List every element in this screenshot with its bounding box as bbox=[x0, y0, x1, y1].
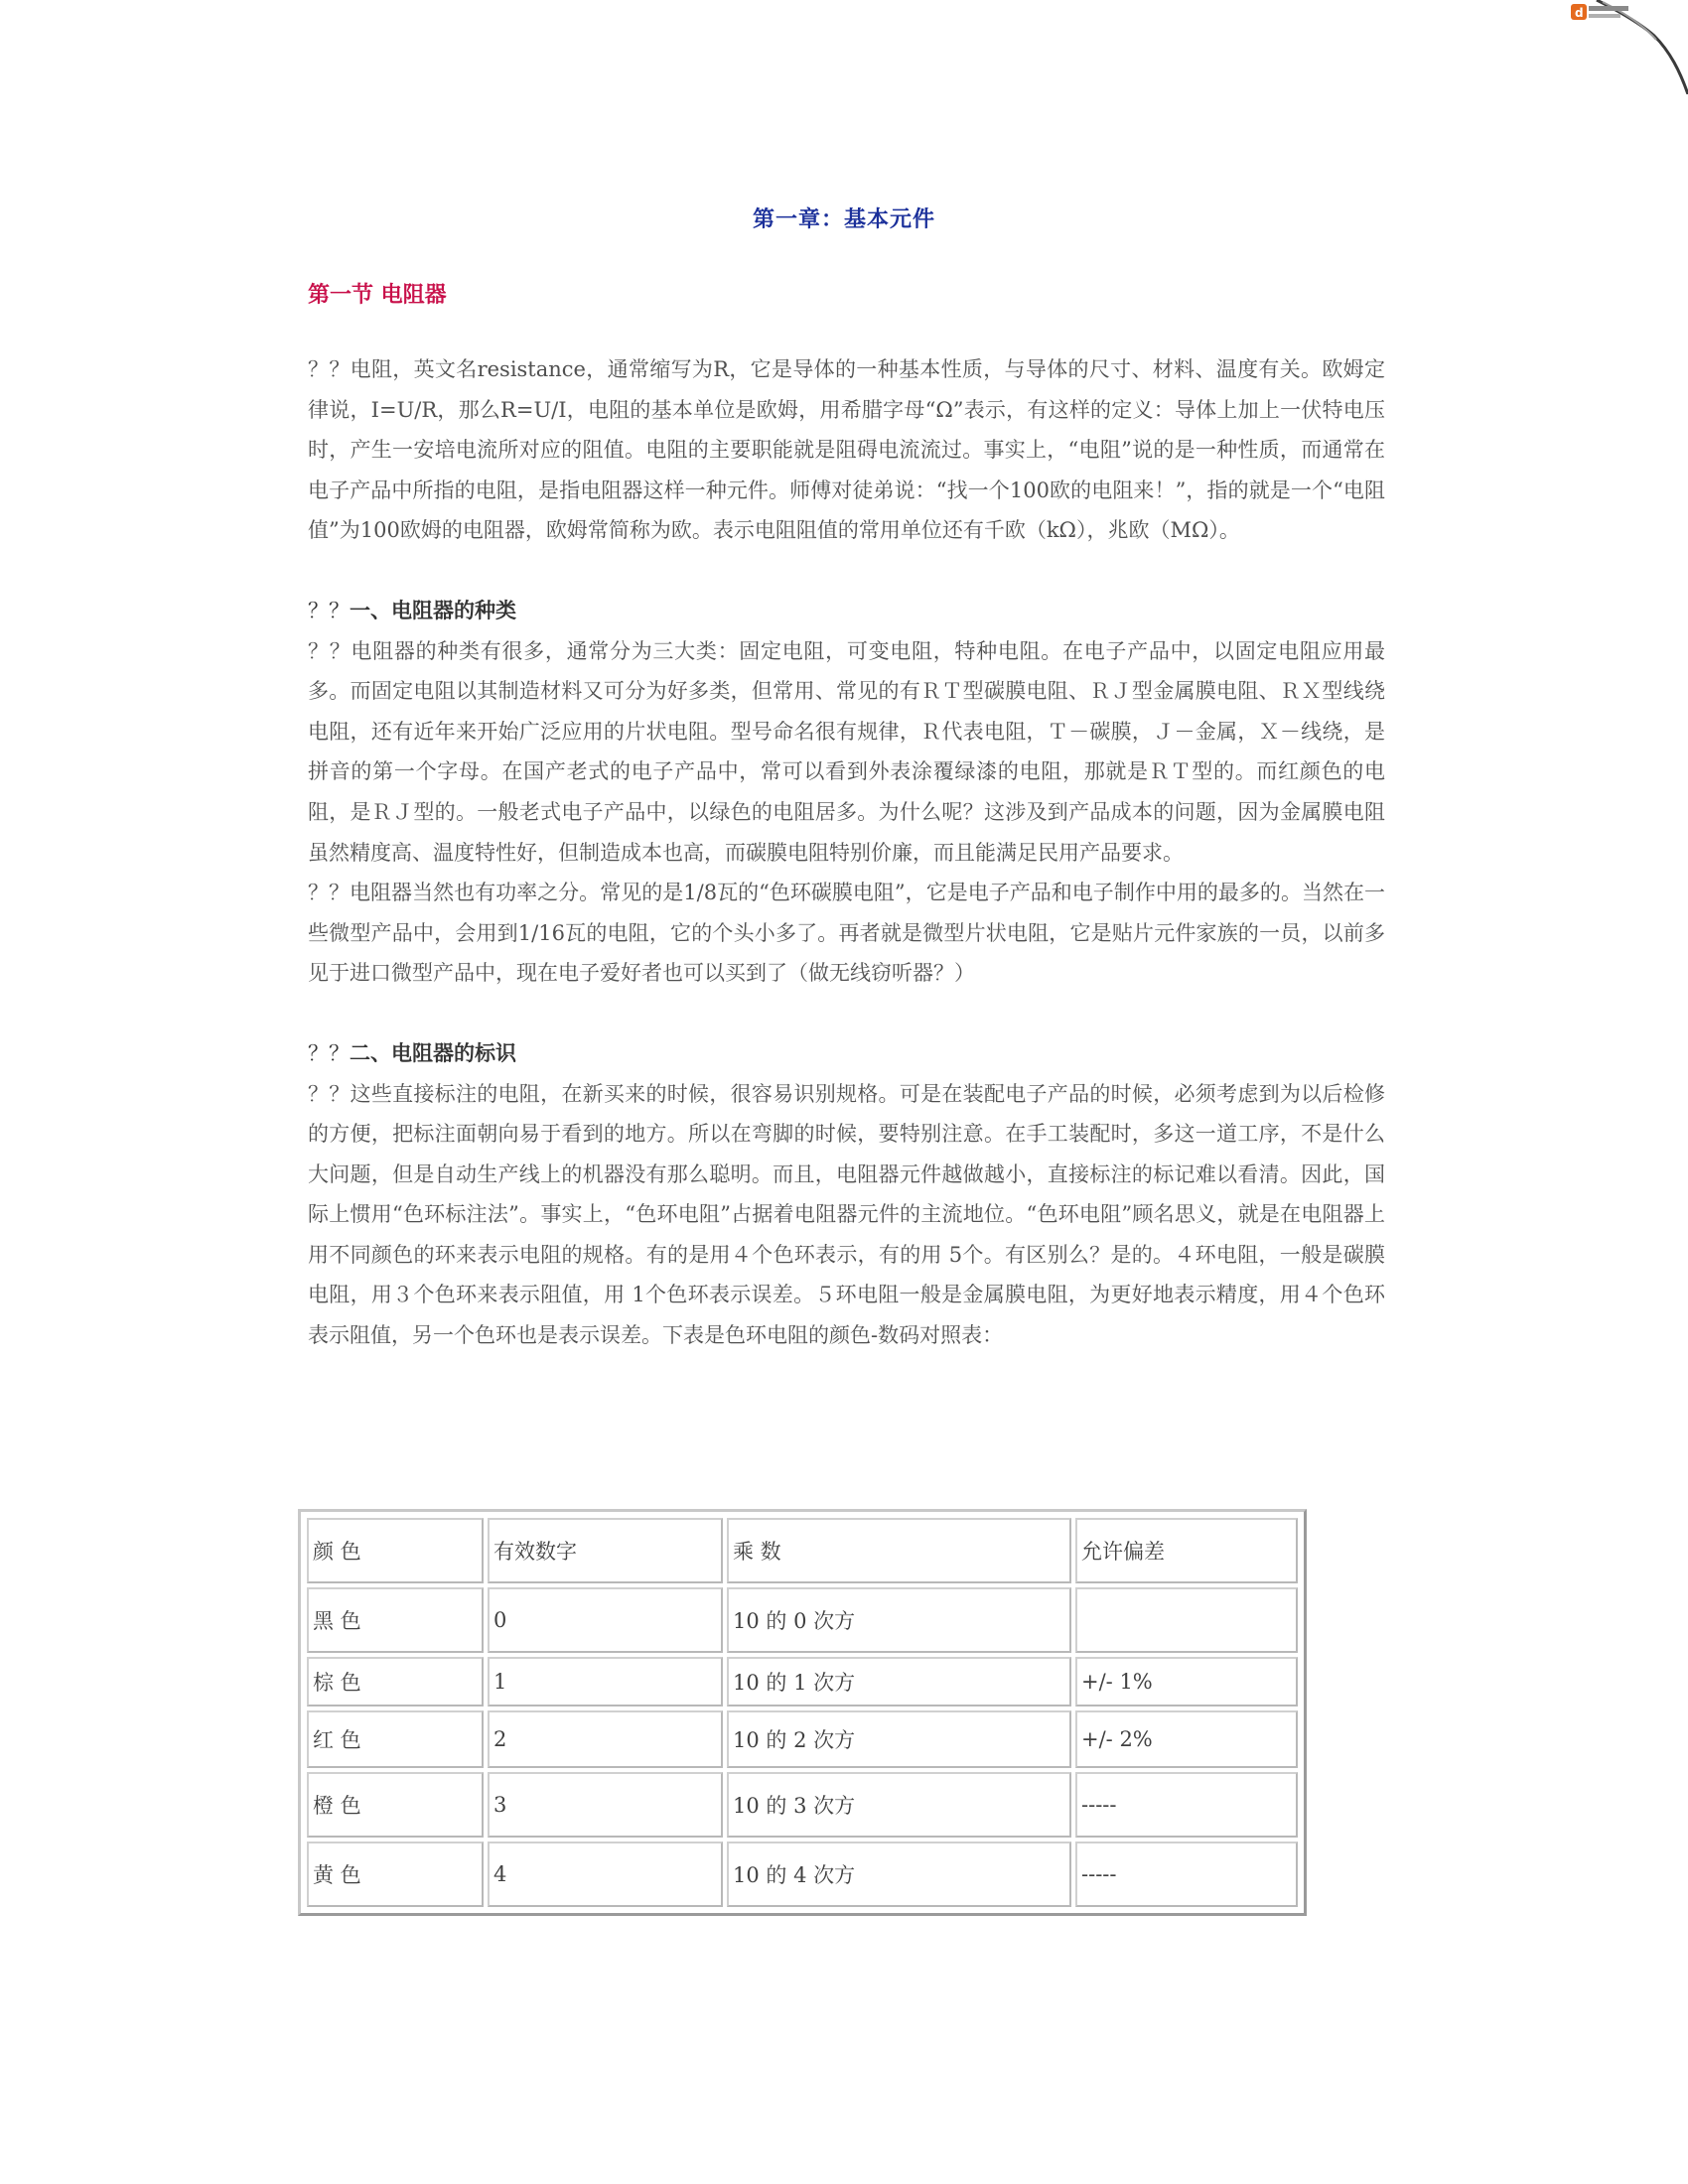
table-header-cell: 乘 数 bbox=[727, 1518, 1071, 1583]
intro-paragraph: ？？电阻，英文名resistance，通常缩写为R，它是导体的一种基本性质，与导体的尺寸、材料、温度有关。欧姆定律说，I=U/R，那么R=U/I，电阻的基本单位是欧姆，用希腊字母“Ω”表示，有这样的定义：导体上加上一伏特电压时，产生一安培电流所对应的阻值。电阻的主要职能就是阻碍电流流过。事实上，“电阻”说的是一种性质，而通常在电子产品中所指的电阻，是指电阻器这样一种元件。师傅对徒弟说：“找一个100欧的电阻来！”，指的就是一个“电阻值”为100欧姆的电阻器，欧姆常简称为欧。表示电阻阻值的常用单位还有千欧（kΩ），兆欧（MΩ）。 bbox=[308, 357, 1385, 543]
table-cell-color: 橙 色 bbox=[307, 1772, 484, 1838]
main-content bbox=[308, 349, 1385, 1356]
table-row bbox=[307, 1587, 1298, 1653]
table-header-cell: 允许偏差 bbox=[1075, 1518, 1298, 1583]
page-curl-watermark bbox=[1569, 0, 1688, 94]
section1-paragraph-1: ？？电阻器的种类有很多，通常分为三大类：固定电阻，可变电阻，特种电阻。在电子产品中，以固定电阻应用最多。而固定电阻以其制造材料又可分为好多类，但常用、常见的有ＲＴ型碳膜电阻、ＲＪ型金属膜电阻、ＲＸ型线绕电阻，还有近年来开始广泛应用的片状电阻。型号命名很有规律，Ｒ代表电阻，Ｔ－碳膜，Ｊ－金属，Ｘ－线绕，是拼音的第一个字母。在国产老式的电子产品中，常可以看到外表涂覆绿漆的电阻，那就是ＲＴ型的。而红颜色的电阻，是ＲＪ型的。一般老式电子产品中，以绿色的电阻居多。为什么呢？这涉及到产品成本的问题，因为金属膜电阻虽然精度高、温度特性好，但制造成本也高，而碳膜电阻特别价廉，而且能满足民用产品要求。 bbox=[308, 638, 1385, 865]
color-code-table bbox=[298, 1509, 1307, 1916]
section-title: 第一节 电阻器 bbox=[308, 282, 447, 308]
table-cell-multiplier: 10 的 3 次方 bbox=[727, 1772, 1071, 1838]
table-cell-digit: 0 bbox=[488, 1587, 723, 1653]
table-row bbox=[307, 1772, 1298, 1838]
table-row bbox=[307, 1710, 1298, 1768]
table-cell-tolerance: ----- bbox=[1075, 1772, 1298, 1838]
table-cell-color: 红 色 bbox=[307, 1710, 484, 1768]
section2-heading-text: 二、电阻器的标识 bbox=[350, 1039, 516, 1065]
section1-heading bbox=[308, 591, 1385, 631]
table-cell-tolerance: ----- bbox=[1075, 1842, 1298, 1907]
table-cell-multiplier: 10 的 0 次方 bbox=[727, 1587, 1071, 1653]
table-cell-color: 棕 色 bbox=[307, 1657, 484, 1706]
table-cell-multiplier: 10 的 1 次方 bbox=[727, 1657, 1071, 1706]
table-cell-tolerance: +/- 1% bbox=[1075, 1657, 1298, 1706]
table-cell-digit: 2 bbox=[488, 1710, 723, 1768]
table-header-cell: 有效数字 bbox=[488, 1518, 723, 1583]
table-cell-digit: 1 bbox=[488, 1657, 723, 1706]
table-cell-tolerance bbox=[1075, 1587, 1298, 1653]
table-header-row bbox=[307, 1518, 1298, 1583]
table-header-cell: 颜 色 bbox=[307, 1518, 484, 1583]
table-row bbox=[307, 1657, 1298, 1706]
section2-paragraph: ？？这些直接标注的电阻，在新买来的时候，很容易识别规格。可是在装配电子产品的时候，必须考虑到为以后检修的方便，把标注面朝向易于看到的地方。所以在弯脚的时候，要特别注意。在手工装配时，多这一道工序，不是什么大问题，但是自动生产线上的机器没有那么聪明。而且，电阻器元件越做越小，直接标注的标记难以看清。因此，国际上惯用“色环标注法”。事实上，“色环电阻”占据着电阻器元件的主流地位。“色环电阻”顾名思义，就是在电阻器上用不同颜色的环来表示电阻的规格。有的是用４个色环表示，有的用 5个。有区别么？是的。４环电阻，一般是碳膜电阻，用３个色环来表示阻值，用 1个色环表示误差。５环电阻一般是金属膜电阻，为更好地表示精度，用４个色环表示阻值，另一个色环也是表示误差。下表是色环电阻的颜色-数码对照表： bbox=[308, 1081, 1385, 1348]
chapter-title: 第一章：基本元件 bbox=[752, 206, 935, 232]
section1-heading-text: 一、电阻器的种类 bbox=[350, 597, 516, 622]
section1-prefix: ？？ bbox=[308, 598, 350, 622]
table-cell-tolerance: +/- 2% bbox=[1075, 1710, 1298, 1768]
table-cell-multiplier: 10 的 2 次方 bbox=[727, 1710, 1071, 1768]
section2-prefix: ？？ bbox=[308, 1040, 350, 1065]
table-row bbox=[307, 1842, 1298, 1907]
section1-paragraph-2: ？？电阻器当然也有功率之分。常见的是1/8瓦的“色环碳膜电阻”，它是电子产品和电子制作中用的最多的。当然在一些微型产品中，会用到1/16瓦的电阻，它的个头小多了。再者就是微型片状电阻，它是贴片元件家族的一员，以前多见于进口微型产品中，现在电子爱好者也可以买到了（做无线窃听器？） bbox=[308, 881, 1385, 986]
section2-heading bbox=[308, 1033, 1385, 1074]
svg-text:d: d bbox=[1575, 6, 1584, 20]
table-cell-color: 黑 色 bbox=[307, 1587, 484, 1653]
table-cell-digit: 3 bbox=[488, 1772, 723, 1838]
table-cell-color: 黄 色 bbox=[307, 1842, 484, 1907]
table-cell-multiplier: 10 的 4 次方 bbox=[727, 1842, 1071, 1907]
table-cell-digit: 4 bbox=[488, 1842, 723, 1907]
